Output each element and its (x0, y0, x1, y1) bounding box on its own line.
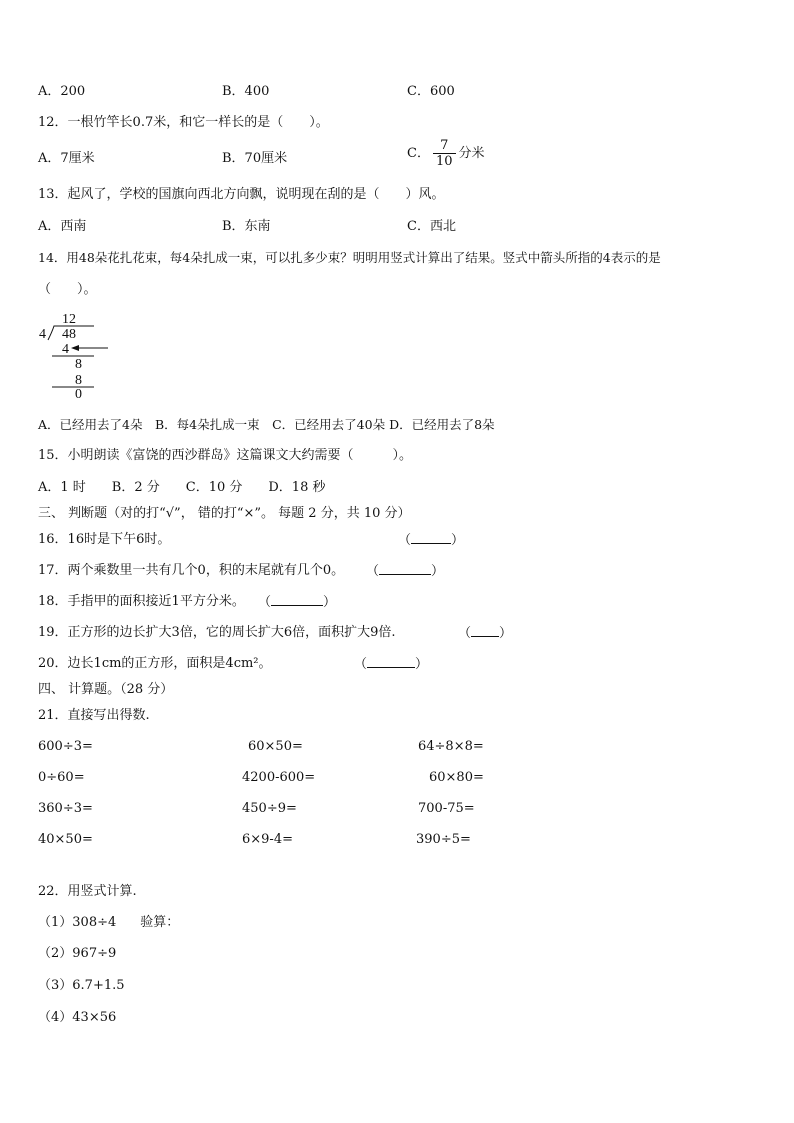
paren-close: ） (415, 657, 429, 672)
q17-statement: 17．两个乘数里一共有几个0，积的末尾就有几个0。 (38, 563, 345, 578)
long-division-figure (36, 308, 116, 400)
calc-item: 40×50= (38, 832, 93, 847)
q18-statement: 18．手指甲的面积接近1平方分米。 (38, 594, 245, 609)
calc-item: 360÷3= (38, 801, 93, 816)
paren-open: （ (458, 626, 472, 641)
q14-options: A．已经用去了4朵 B．每4朵扎成一束 C．已经用去了40朵 D．已经用去了8朵 (38, 417, 495, 432)
q12-option-c (407, 138, 485, 169)
calc-item: 64÷8×8= (418, 739, 484, 754)
q12-option-c-prefix: C． (407, 146, 430, 161)
q12-option-c-unit: 分米 (458, 146, 485, 161)
q11-option-c: C．600 (407, 84, 455, 99)
calc-item: 60×80= (429, 770, 484, 785)
paren-close: ） (499, 626, 513, 641)
dividend: 48 (62, 327, 76, 342)
q19-answer-blank (458, 624, 512, 643)
fraction (433, 138, 456, 169)
q19-statement: 19．正方形的边长扩大3倍，它的周长扩大6倍，面积扩大9倍. (38, 625, 396, 640)
q14-stem-continued: （ ）。 (38, 282, 97, 297)
q13-option-c: C．西北 (407, 219, 456, 234)
answer-line (367, 655, 415, 668)
calc-item: 4200-600= (242, 770, 316, 785)
fraction-numerator: 7 (433, 138, 456, 154)
calc-item: 0÷60= (38, 770, 85, 785)
answer-line (271, 593, 323, 606)
paren-close: ） (323, 595, 337, 610)
arrow-icon (71, 345, 79, 351)
calc-item: 450÷9= (242, 801, 297, 816)
answer-line (471, 624, 499, 637)
paren-close: ） (431, 564, 445, 579)
paren-open: （ (354, 657, 368, 672)
paren-close: ） (451, 533, 465, 548)
q12-stem: 12．一根竹竿长0.7米，和它一样长的是（ ）。 (38, 115, 329, 130)
section-3-heading: 三、 判断题（对的打“√”， 错的打“×”。 每题 2 分，共 10 分） (38, 506, 411, 521)
q20-answer-blank (354, 655, 428, 674)
answer-line (379, 562, 431, 575)
second-dividend: 8 (75, 357, 82, 372)
calc-item: 6×9-4= (242, 832, 293, 847)
q20-statement: 20．边长1cm的正方形，面积是4cm²。 (38, 656, 272, 671)
section-4-heading: 四、 计算题。（28 分） (38, 682, 174, 697)
fraction-denominator: 10 (435, 154, 453, 169)
calc-item: 600÷3= (38, 739, 93, 754)
q14-stem: 14．用48朵花扎花束，每4朵扎成一束，可以扎多少束？明明用竖式计算出了结果。竖式中箭头所指的4表示的是 (38, 250, 661, 265)
paren-open: （ (258, 595, 272, 610)
q21-stem: 21．直接写出得数. (38, 708, 150, 723)
second-product: 8 (75, 373, 82, 388)
answer-line (411, 531, 451, 544)
calc-item: 700-75= (418, 801, 475, 816)
q22-item-1 (38, 914, 179, 932)
q22-item-text: （1）308÷4 (38, 915, 117, 930)
q16-statement: 16．16时是下午6时。 (38, 532, 171, 547)
q18-answer-blank (258, 593, 336, 612)
calc-item: 60×50= (248, 739, 303, 754)
q15-options: A．1 时 B．2 分 C．10 分 D．18 秒 (38, 480, 326, 495)
paren-open: （ (366, 564, 380, 579)
remainder: 0 (75, 387, 82, 400)
q22-item-2: （2）967÷9 (38, 946, 117, 961)
q11-option-b: B．400 (222, 84, 270, 99)
q13-stem: 13．起风了，学校的国旗向西北方向飘，说明现在刮的是（ ）风。 (38, 187, 445, 202)
q16-answer-blank (398, 531, 464, 550)
q15-stem: 15．小明朗读《富饶的西沙群岛》这篇课文大约需要（ ）。 (38, 448, 413, 463)
q22-stem: 22．用竖式计算. (38, 884, 137, 899)
divisor: 4 (39, 327, 46, 342)
q12-option-a: A．7厘米 (38, 151, 95, 166)
q22-item-4: （4）43×56 (38, 1010, 117, 1025)
first-product: 4 (62, 342, 69, 357)
q13-option-a: A．西南 (38, 219, 87, 234)
quotient: 12 (62, 312, 76, 327)
q17-answer-blank (366, 562, 444, 581)
calc-item: 390÷5= (416, 832, 471, 847)
check-label: 验算： (140, 915, 180, 930)
q12-option-b: B．70厘米 (222, 151, 288, 166)
q11-option-a: A．200 (38, 84, 86, 99)
paren-open: （ (398, 533, 412, 548)
q13-option-b: B．东南 (222, 219, 271, 234)
q22-item-3: （3）6.7+1.5 (38, 978, 125, 993)
